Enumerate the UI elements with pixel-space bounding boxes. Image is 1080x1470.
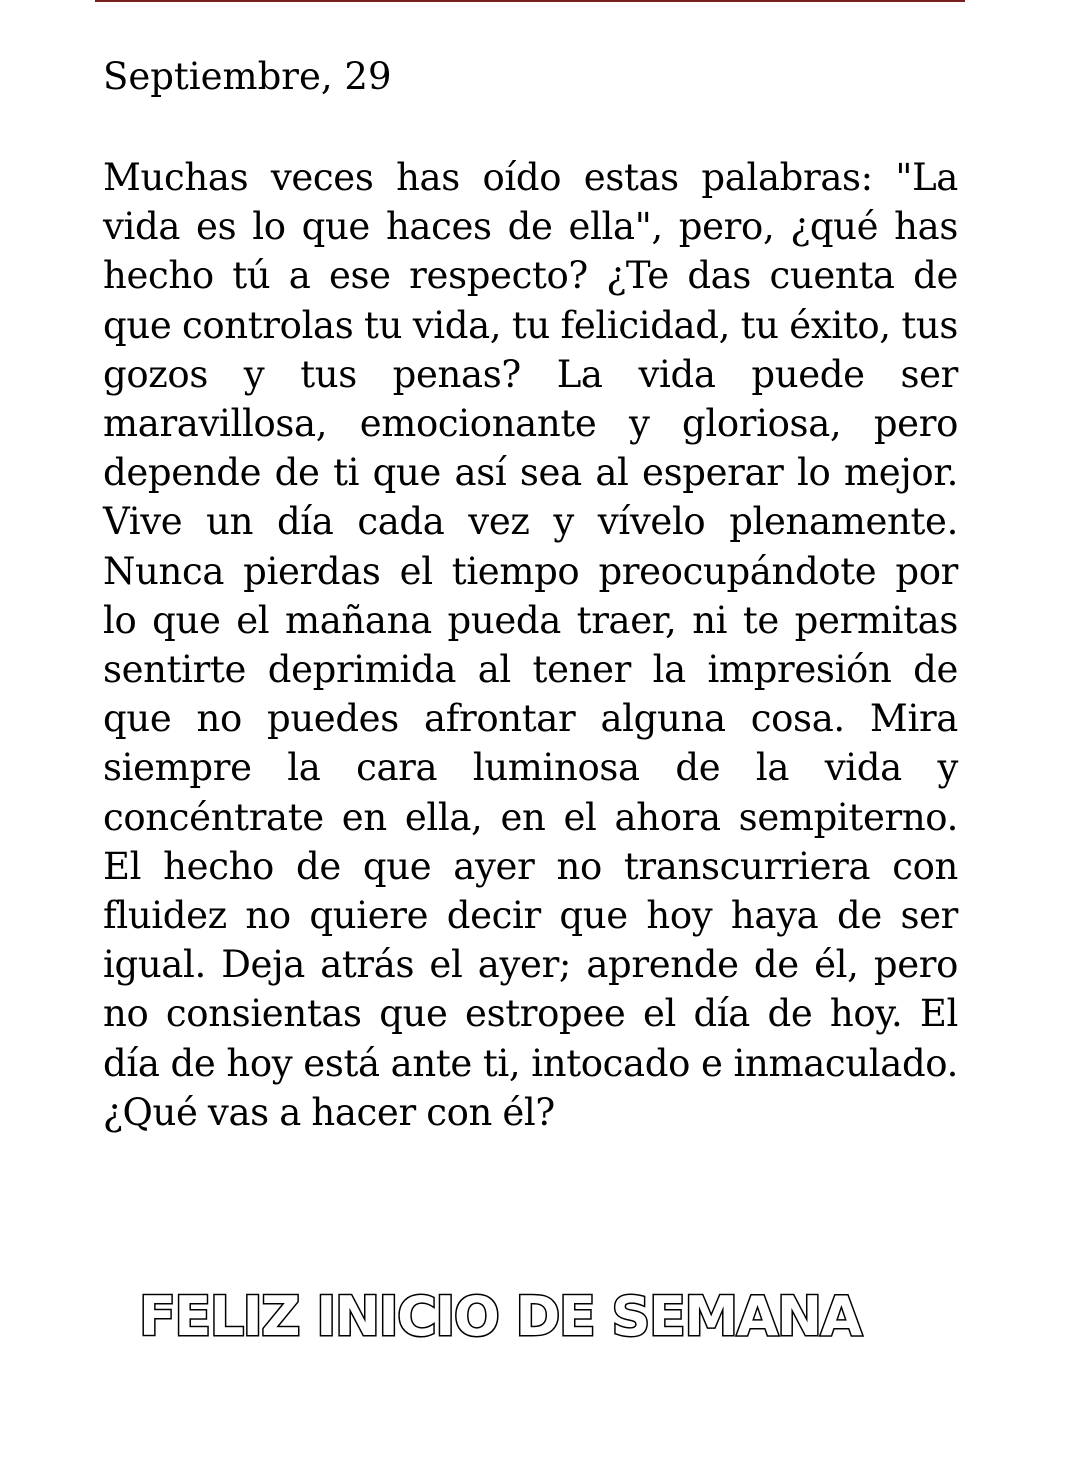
entry-date: Septiembre, 29 bbox=[103, 55, 392, 98]
overlay-caption: FELIZ INICIO DE SEMANA bbox=[139, 1285, 861, 1348]
reader-page[interactable] bbox=[103, 52, 958, 1137]
top-divider bbox=[95, 0, 965, 2]
entry-body-text: Muchas veces has oído estas palabras: "La vida es lo que haces de ella", pero, ¿qué has hecho tú a ese respecto? ¿Te das cuenta de que controlas tu vida, tu felicidad, tu éxito, tus gozos y tus penas? La vida puede ser maravillosa, emocionante y gloriosa, pero depende de ti que así sea al esperar lo mejor. Vive un día cada vez y vívelo plenamente. Nunca pierdas el tiempo preocupándote por lo que el mañana pueda traer, ni te permitas sentirte deprimida al tener la impresión de que no puedes afrontar alguna cosa. Mira siempre la cara luminosa de la vida y concéntrate en ella, en el ahora sempiterno. El hecho de que ayer no transcurriera con fluidez no quiere decir que hoy haya de ser igual. Deja atrás el ayer; aprende de él, pero no consientas que estropee el día de hoy. El día de hoy está ante ti, intocado e inmaculado. ¿Qué vas a hacer con él? bbox=[103, 156, 958, 1134]
